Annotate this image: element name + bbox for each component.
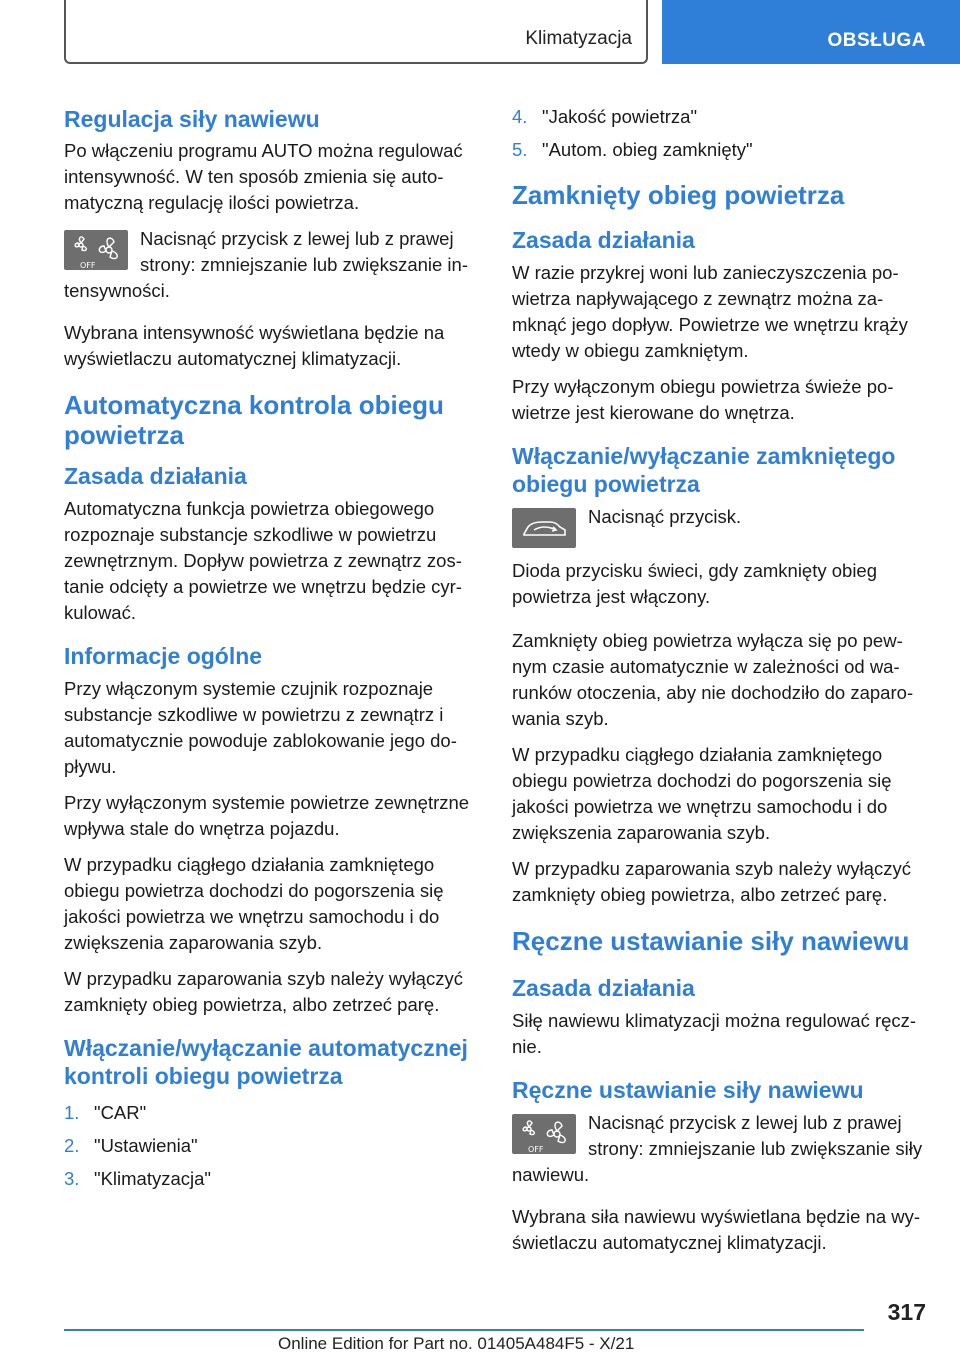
footer-divider <box>64 1329 864 1331</box>
fan-button-instruction <box>64 226 482 304</box>
heading-wlacz-zamk: Włączanie/wyłączanie zamkniętego obiegu powietrza <box>512 443 896 497</box>
header-section-title: Klimatyzacja <box>525 28 632 49</box>
step-text: "Klimatyzacja" <box>94 1168 211 1189</box>
steps-list-left <box>64 1096 482 1195</box>
list-item <box>64 1129 482 1162</box>
header-tab-label: OBSŁUGA <box>827 30 926 51</box>
step-number: 1. <box>64 1102 80 1123</box>
fan-off-label: OFF <box>528 1145 544 1154</box>
step-text: "CAR" <box>94 1102 147 1123</box>
para-zamk-2: W przypadku ciągłego działania zamkniętego obiegu powietrza dochodzi do pogorszenia się jakości powietrza we wnętrzu samochodu i do zwiększenia zaparowania szyb. <box>512 744 892 843</box>
para-zasada-left: Automatyczna funkcja powietrza obiegowego rozpoznaje substancje szkodliwe w powietrzu zewnętrznym. Dopływ powietrza z zewnątrz zostanie odcięty a powietrze we wnętrzu będzie cyrkulować. <box>64 498 462 623</box>
heading-informacje: Informacje ogólne <box>64 643 263 669</box>
list-item <box>64 1096 482 1129</box>
page-number: 317 <box>887 1299 926 1325</box>
para-wybrana: Wybrana intensywność wyświetlana będzie na wyświetlaczu automatycznej klimatyzacji. <box>64 322 445 369</box>
fan-off-icon <box>512 1114 576 1154</box>
step-number: 5. <box>512 139 528 160</box>
recirc-instruction-1: Nacisnąć przycisk. <box>588 506 742 527</box>
heading-auto-obieg: Automatyczna kontrola obiegu powietrza <box>64 390 444 450</box>
step-text: "Autom. obieg zamknięty" <box>542 139 753 160</box>
para-info-2: Przy wyłączonym systemie powietrze zewnętrzne wpływa stale do wnętrza pojazdu. <box>64 792 470 839</box>
para-zasada-right-2: Przy wyłączonym obiegu powietrza świeże powietrze jest kierowane do wnętrza. <box>512 376 894 423</box>
step-text: "Jakość powietrza" <box>542 106 698 127</box>
heading-zasada-left: Zasada działania <box>64 463 247 489</box>
fan-off-label: OFF <box>80 261 96 270</box>
heading-reczne-2: Ręczne ustawianie siły nawiewu <box>512 1077 864 1103</box>
para-zamk-3: W przypadku zaparowania szyb należy wyłączyć zamknięty obieg powietrza, albo zetrzeć parę. <box>512 858 911 905</box>
para-zasada-right-1: W razie przykrej woni lub zanieczyszczenia powietrza napływającego z zewnątrz można zamknąć jego dopływ. Powietrze we wnętrzu krąży wtedy w obiegu zamkniętym. <box>512 262 908 361</box>
fan-off-icon <box>64 230 128 270</box>
fan-instruction-text: Nacisnąć przycisk z lewej lub z prawej strony: zmniejszanie lub zwiększanie intensywności. <box>64 228 469 301</box>
list-item <box>64 1162 482 1195</box>
recirc-button-instruction <box>512 504 926 610</box>
left-column <box>64 100 482 1207</box>
para-info-4: W przypadku zaparowania szyb należy wyłączyć zamknięty obieg powietrza, albo zetrzeć parę. <box>64 968 463 1015</box>
fan-instruction-text-right: Nacisnąć przycisk z lewej lub z prawej strony: zmniejszanie lub zwiększanie siły nawiewu. <box>512 1112 923 1185</box>
para-zasada-right-3: Siłę nawiewu klimatyzacji można regulować ręcznie. <box>512 1010 917 1057</box>
step-text: "Ustawienia" <box>94 1135 198 1156</box>
list-item <box>512 133 926 166</box>
para-info-1: Przy włączonym systemie czujnik rozpoznaje substancje szkodliwe w powietrzu z zewnątrz i automatycznie powoduje zablokowanie jego dopływu. <box>64 678 457 777</box>
para-zamk-1: Zamknięty obieg powietrza wyłącza się po pewnym czasie automatycznie w zależności od warunków otoczenia, aby nie dochodziło do zaparowania szyb. <box>512 630 914 729</box>
right-column <box>512 100 926 1266</box>
para-wybrana-right: Wybrana siła nawiewu wyświetlana będzie na wyświetlaczu automatycznej klimatyzacji. <box>512 1206 921 1253</box>
footer-edition: Online Edition for Part no. 01405A484F5 - X/21 <box>278 1334 635 1353</box>
heading-wlacz-auto: Włączanie/wyłączanie automatycznej kontroli obiegu powietrza <box>64 1035 468 1089</box>
recirculation-icon <box>512 508 576 548</box>
header-tab <box>662 0 960 64</box>
heading-zasada-right-2: Zasada działania <box>512 975 695 1001</box>
para-regulacja: Po włączeniu programu AUTO można regulować intensywność. W ten sposób zmienia się automatyczną regulację ilości powietrza. <box>64 140 463 213</box>
step-number: 3. <box>64 1168 80 1189</box>
heading-zasada-right: Zasada działania <box>512 227 695 253</box>
header-frame <box>64 0 648 64</box>
steps-list-right <box>512 100 926 166</box>
heading-reczne: Ręczne ustawianie siły nawiewu <box>512 926 910 956</box>
heading-regulacja: Regulacja siły nawiewu <box>64 106 320 132</box>
step-number: 2. <box>64 1135 80 1156</box>
list-item <box>512 100 926 133</box>
step-number: 4. <box>512 106 528 127</box>
recirc-instruction-2: Dioda przycisku świeci, gdy zamknięty obieg powietrza jest włączony. <box>512 560 878 607</box>
fan-button-instruction-right <box>512 1110 926 1188</box>
para-info-3: W przypadku ciągłego działania zamkniętego obiegu powietrza dochodzi do pogorszenia się jakości powietrza we wnętrzu samochodu i do zwiększenia zaparowania szyb. <box>64 854 444 953</box>
heading-zamkniety: Zamknięty obieg powietrza <box>512 180 845 210</box>
